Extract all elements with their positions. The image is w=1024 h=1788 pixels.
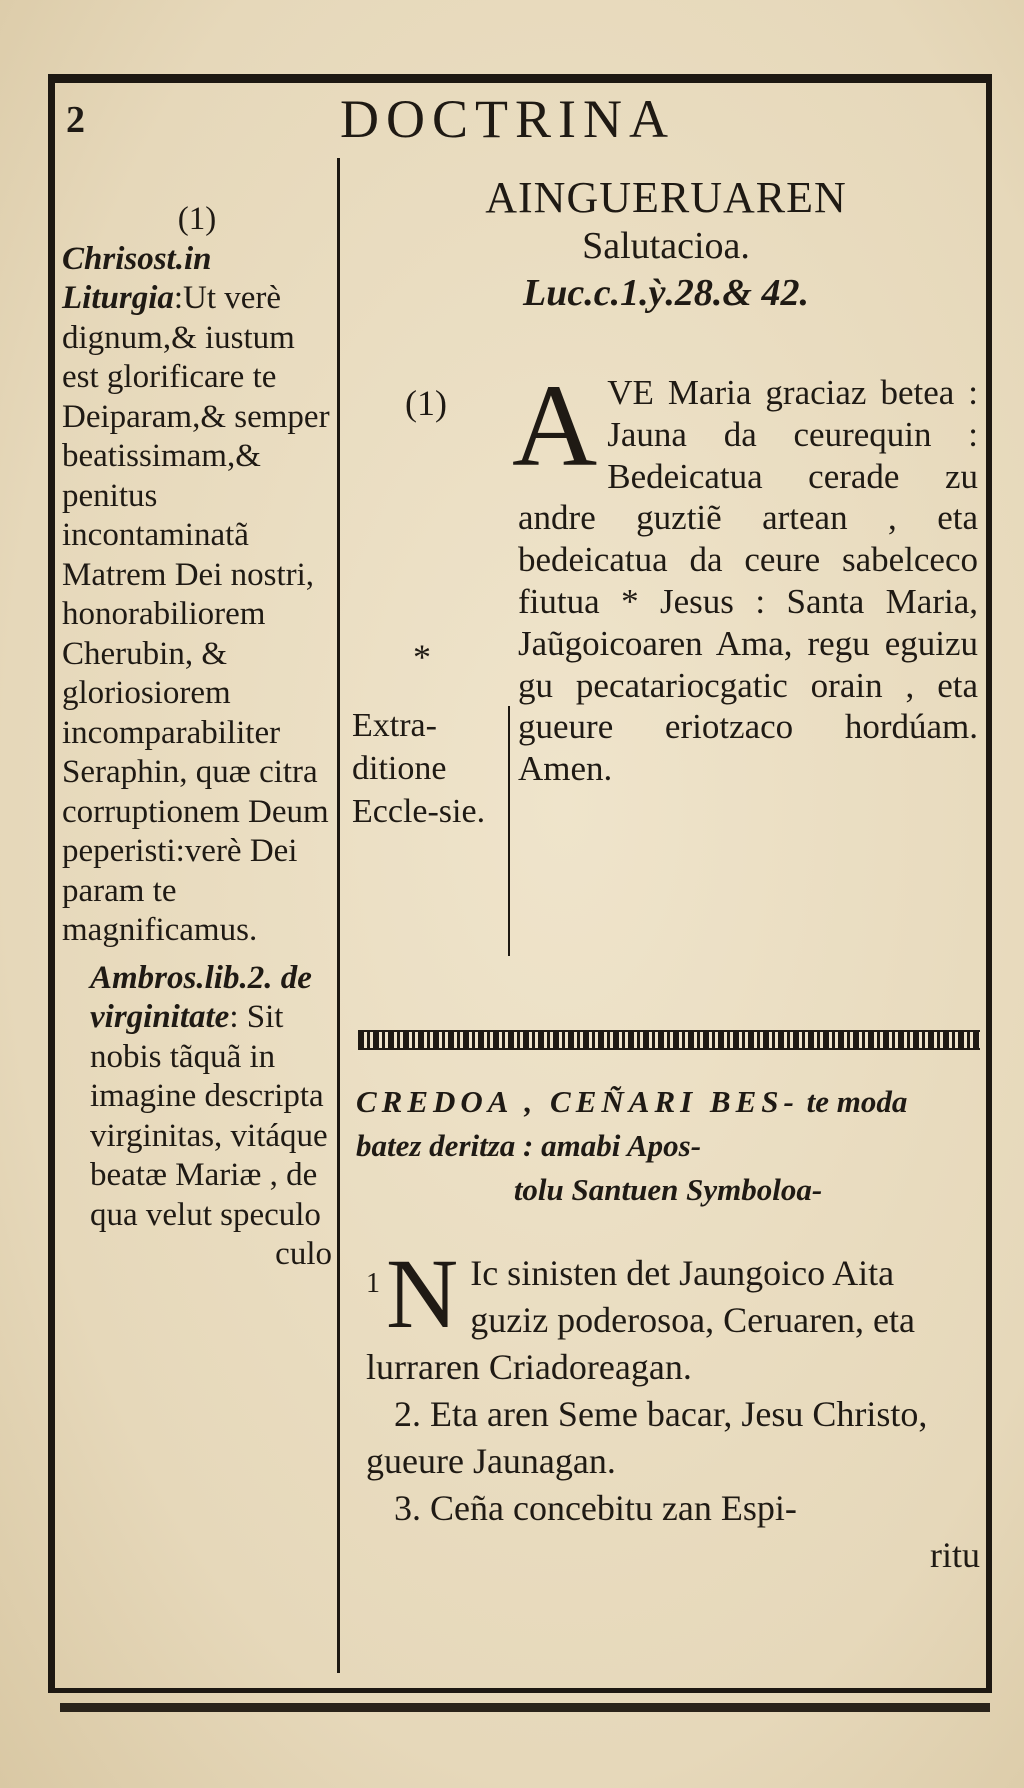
frame-rule-left: [48, 74, 55, 1689]
ave-maria-text: [512, 360, 978, 790]
title-block: [352, 172, 980, 318]
section-title: AINGUERUAREN: [485, 173, 847, 222]
ave-note-marker: (1): [405, 383, 447, 423]
article-2: 2. Eta aren Seme bacar, Jesu Christo, gueure Jaunagan.: [366, 1394, 928, 1481]
frame-rule-bottom-outer: [60, 1703, 990, 1712]
note-citation-2-wrap: [62, 959, 332, 1236]
note-citation-2: Ambros.lib.2. de virginitate: [90, 959, 312, 1035]
credo-heading: [356, 1080, 980, 1212]
margin-note-bracket: [508, 706, 510, 956]
credo-heading-caps: CREDOA , CEÑARI BES-: [356, 1084, 799, 1119]
dropcap-a: A: [512, 360, 598, 491]
note-text-2: : Sit nobis tãquã in imagine descripta virginitas, vitáque beatæ Mariæ , de qua velut speculo: [90, 999, 328, 1233]
article-1-text: Ic sinisten det Jaungoico Aita guziz poderosoa, Ceruaren, eta lurraren Criadoreagan.: [366, 1253, 916, 1387]
page-number: 2: [66, 99, 85, 141]
ave-maria-body: VE Maria graciaz betea : Jauna da ceurequin : Bedeicatua cerade zu andre guztiẽ artean , eta bedeicatua da ceure sabelceco fiutua * Jesus : Santa Maria, Jaũgoicoaren Ama, regu eguizu gu pecatariocgatic orain , eta gueure eriotzaco hordúam. Amen.: [518, 373, 978, 789]
note-citation: Chrisost.in Liturgia: [62, 240, 212, 316]
left-note-column: [62, 200, 332, 1275]
left-catchword: culo: [275, 1236, 332, 1272]
column-divider: [337, 158, 340, 1673]
ornamental-rule: [358, 1030, 980, 1050]
credo-heading-rest: te moda batez deritza : amabi Apos-: [356, 1084, 908, 1163]
running-head: DOCTRINA: [340, 89, 675, 149]
asterisk-mark: *: [413, 637, 431, 677]
margin-note: Extra-ditione Eccle-sie.: [352, 707, 486, 830]
note-marker: (1): [177, 201, 217, 237]
credo-heading-sub: tolu Santuen Symboloa-: [513, 1172, 823, 1207]
frame-rule-top: [48, 74, 992, 83]
frame-rule-bottom: [48, 1688, 992, 1693]
credo-articles: [366, 1238, 980, 1579]
frame-rule-right: [986, 74, 992, 1689]
dropcap-n: N: [386, 1238, 459, 1349]
article-3: 3. Ceña concebitu zan Espi-: [394, 1488, 797, 1528]
scripture-citation: Luc.c.1.ỳ.28.& 42.: [522, 272, 809, 314]
article-1: [366, 1238, 980, 1391]
article-number-1: 1: [366, 1268, 380, 1299]
main-catchword: ritu: [930, 1535, 980, 1575]
main-column-heading: [352, 172, 980, 318]
note-text: :Ut verè dignum,& iustum est glorificare te Deiparam,& semper beatissimam,& penitus incontaminatã Matrem Dei nostri, honorabiliorem Cherubin, & gloriosiorem incomparabiliter Seraphin, quæ citra corruptionem Deum peperisti:verè Dei param te magnificamus.: [62, 280, 330, 948]
section-subtitle: Salutacioa.: [582, 225, 750, 267]
